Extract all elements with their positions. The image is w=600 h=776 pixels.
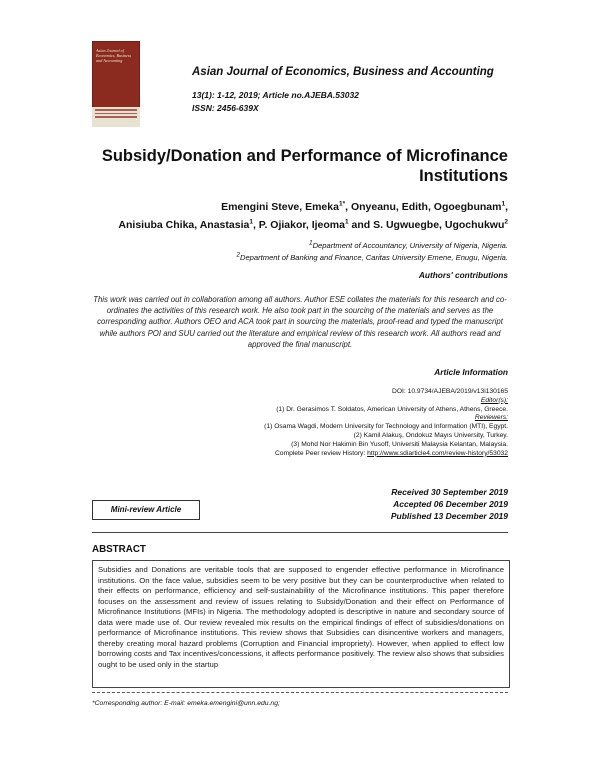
author-affiliation-mark: 1 — [501, 200, 506, 208]
reviewers-label: Reviewers: — [474, 414, 508, 422]
review-history-link[interactable]: http://www.sdiarticle4.com/review-history/53032 — [367, 449, 508, 457]
editors-label: Editor(s): — [480, 396, 508, 404]
affiliations — [236, 240, 508, 264]
affiliation-mark: 1 — [308, 239, 313, 247]
review-history-label: Complete Peer review History: — [274, 449, 368, 457]
reviewer-entry: (1) Osama Wagdi, Modern University for Technology and Information (MTI), Egypt. — [264, 423, 508, 431]
authors-line-1 — [118, 198, 508, 216]
journal-name: Asian Journal of Economics, Business and Accounting — [192, 66, 494, 78]
doi: DOI: 10.9734/AJEBA/2019/v13i130165 — [392, 388, 508, 395]
author-name: Emengini Steve, Emeka — [221, 201, 339, 213]
received-date: Received 30 September 2019 — [391, 487, 508, 497]
author-affiliation-mark: 1 — [249, 218, 253, 226]
paper-title-line2: Institutions — [419, 167, 508, 185]
issue-info: 13(1): 1-12, 2019; Article no.AJEBA.53032 — [192, 90, 359, 100]
abstract-heading: ABSTRACT — [92, 544, 146, 555]
article-dates — [391, 486, 508, 522]
article-information-heading: Article Information — [434, 367, 508, 377]
author-name: and S. Ugwuegbe, Ugochukwu — [348, 219, 505, 231]
affiliation-text: Department of Banking and Finance, Caritas University Emene, Enugu, Nigeria. — [239, 253, 508, 262]
cover-title-line: Asian Journal of — [96, 48, 124, 53]
article-type-box: Mini-review Article — [92, 500, 200, 520]
published-date: Published 13 December 2019 — [390, 511, 508, 521]
author-name: Anisiuba Chika, Anastasia — [118, 219, 250, 231]
editor-entry: (1) Dr. Gerasimos T. Soldatos, American University of Athens, Athens, Greece. — [276, 405, 508, 413]
accepted-date: Accepted 06 December 2019 — [393, 499, 508, 509]
cover-band — [92, 107, 140, 127]
contributions-text: This work was carried out in collaboration among all authors. Author ESE collates the materials for this research and co-ordinates the activities of this research work. He also took part in the sourcing of the materials and serves as the corresponding author. Authors OEO and ACA took part in sourcing the materials, proof-read and typed the manuscript while authors POI and SUU carried out the literature and empirical review of this research work. All authors read and approved the final manuscript. — [93, 295, 507, 349]
review-history — [264, 450, 508, 459]
author-affiliation-mark: 1 — [344, 218, 349, 226]
affiliation-1 — [236, 240, 508, 252]
corresponding-author-footnote: *Corresponding author: E-mail: emeka.emengini@unn.edu.ng; — [92, 700, 280, 707]
author-affiliation-mark: 2 — [504, 218, 508, 226]
cover-title-line: Economics, Business — [96, 53, 132, 58]
cover-title — [96, 48, 136, 63]
author-affiliation-mark: 1* — [338, 200, 346, 208]
paper-title-line1: Subsidy/Donation and Performance of Microfinance — [101, 147, 508, 165]
reviewer-entry: (2) Kamil Alakuş, Ondokuz Mayıs University, Turkey. — [353, 431, 508, 439]
section-divider — [92, 532, 508, 533]
reviewer-entry: (3) Mohd Nor Hakimin Bin Yusoff, Universiti Malaysia Kelantan, Malaysia. — [291, 440, 508, 448]
author-name: , P. Ojiakor, Ijeoma — [252, 219, 345, 231]
author-separator: , — [505, 201, 508, 213]
affiliation-2 — [236, 252, 508, 264]
authors — [118, 198, 508, 234]
author-name: , Onyeanu, Edith, Ogoegbunam — [345, 201, 502, 213]
affiliation-mark: 2 — [236, 251, 240, 259]
article-information — [264, 388, 508, 458]
paper-title — [80, 146, 508, 186]
issn: ISSN: 2456-639X — [192, 103, 259, 113]
affiliation-text: Department of Accountancy, University of Nigeria, Nigeria. — [312, 241, 508, 250]
cover-title-line: and Accounting — [96, 58, 123, 63]
abstract-text: Subsidies and Donations are veritable tools that are supposed to engender effective performance in Microfinance institutions. On the face value, subsidies seem to be very positive but they can be counterproductive when related to their effects on performance, efficiency and self-sustainability of the Microfinance institutions. This paper therefore focuses on the assessment and review of issues relating to Subsidy/Donation and their effect on Performance of Microfinance Institutions (MFIs) in Nigeria. The methodology adopted is descriptive in nature and secondary source of data were made use of. Our review revealed mix results on the empirical findings of effect of subsidies/donations on performance of Microfinance institutions. This review shows that Subsidies can disincentive workers and managers, thereby creating moral hazard problems (Corruption and Financial impropriety). However, when applied to effect low borrowing costs and Tax incentives/concessions, it affects performance positively. The review also shows that subsidies ought to be used only in the startup — [92, 560, 510, 688]
journal-cover-image — [92, 41, 140, 127]
footnote-divider — [92, 692, 508, 693]
contributions-heading: Authors' contributions — [418, 270, 508, 280]
authors-line-2 — [118, 216, 508, 234]
